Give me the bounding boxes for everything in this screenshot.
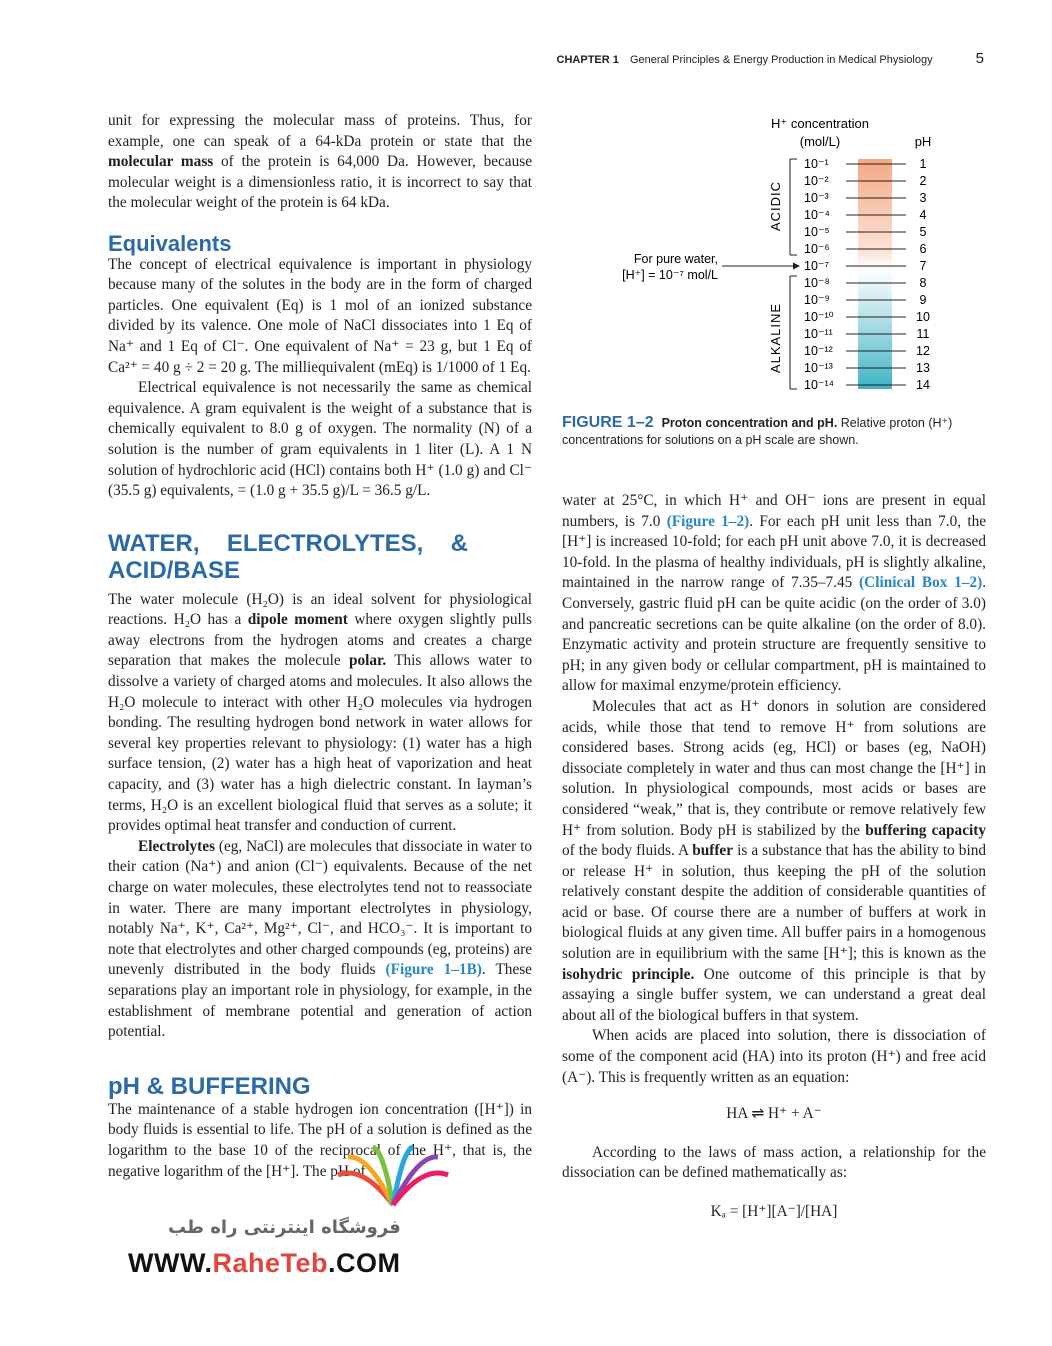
left-column [108,111,532,1182]
page-number: 5 [975,50,984,67]
ph-value-label: 7 [919,259,927,273]
ph-gradient-bar [858,159,892,389]
equation-dissociation: HA ⇌ H⁺ + A⁻ [726,1105,822,1123]
figure-link[interactable]: (Figure 1–2) [666,512,750,530]
ph-value-label: 4 [919,208,927,222]
paragraph: The maintenance of a stable hydrogen ion concentration ([H⁺]) in body fluids is essential to life. The pH of a solution is defined as the logarithm to the base 10 of the reciprocal of the H⁺, that is, the negative logarithm of the [H⁺]. The pH of [108,1100,532,1180]
concentration-label: 10⁻¹⁰ [804,310,834,324]
concentration-label: 10⁻¹⁴ [804,378,835,392]
alkaline-label: ALKALINE [768,302,783,374]
ph-value-label: 5 [919,225,927,239]
pure-water-value: [H⁺] = 10⁻⁷ mol/L [622,268,718,282]
chapter-label: CHAPTER 1 [556,54,619,66]
url-suffix: .COM [328,1248,401,1278]
ph-value-label: 8 [919,276,927,290]
paragraph [562,491,986,697]
url-prefix: WWW. [128,1248,213,1278]
url-brand: RaheTeb [212,1248,328,1278]
section-heading-water: WATER, ELECTROLYTES, & ACID/BASE [108,529,468,584]
ph-value-label: 1 [919,157,927,171]
clinical-box-link[interactable]: (Clinical Box 1–2) [859,574,983,592]
right-column [562,491,986,1223]
book-logo-icon [333,1145,453,1215]
ph-column-title: pH [914,134,932,149]
concentration-label: 10⁻⁵ [804,225,830,239]
concentration-label: 10⁻⁷ [804,259,830,273]
ph-value-label: 3 [919,191,927,205]
bold-term: molecular mass [108,153,214,171]
concentration-label: 10⁻¹³ [804,361,833,375]
concentration-label: 10⁻⁴ [804,208,830,222]
text: This allows water to dissolve a variety of charged atoms and molecules. It also allows the H₂O molecule to interact with other H₂O molecules via hydrogen bonding. The resulting hydrogen bond network in water allows for several key properties relevant to physiology: (1) water has a high surface tension, (2) water has a high heat of vaporization and heat capacity, and (3) water has a high dielectric constant. In layman’s terms, H₂O is an excellent biological fluid that serves as a solute; it provides optimal heat transfer and conduction of current. [108,652,532,835]
ph-value-label: 14 [916,378,930,392]
bold-term: dipole moment [247,611,348,629]
equation-ka: Kₐ = [H⁺][A⁻]/[HA] [710,1203,838,1220]
text: . For each pH unit less than 7.0, the [H⁺] is increased 10-fold; for each pH unit above 7.0, it is decreased 10-fold. In the plasma of healthy individuals, pH is slightly alkaline, maintained in the narrow range of 7.35–7.45 [562,512,987,592]
text: where oxygen slightly pulls away electrons from the hydrogen atoms and creates a charge separation that makes the molecule [108,611,533,670]
text: (eg, NaCl) are molecules that dissociate in water to their cation (Na⁺) and anion (Cl⁻) equivalents. Because of the net charge on water molecules, these electrolytes tend not to reassociate in water. There are many important electrolytes in physiology, notably Na⁺, K⁺, Ca²⁺, Mg²⁺, Cl⁻, and HCO₃⁻. It is important to note that electrolytes and other charged compounds (eg, proteins) are unevenly distributed in the body fluids [108,837,532,979]
paragraph: The concept of electrical equivalence is important in physiology because many of the solutes in the body are in the form of charged particles. One equivalent (Eq) is 1 mol of an ionized substance divided by its valence. One mole of NaCl dissociates into 1 Eq of Na⁺ and 1 Eq of Cl⁻. One equivalent of Na⁺ = 23 g, but 1 Eq of Ca²⁺ = 40 g ÷ 2 = 20 g. The milliequivalent (mEq) is 1/1000 of 1 Eq. [108,255,532,376]
watermark-logo [128,1145,458,1290]
text: One outcome of this principle is that by assaying a single buffer system, we can understand a great deal about all of the biological buffers in that system. [562,965,987,1024]
ph-scale-figure [600,112,980,404]
concentration-label: 10⁻¹ [804,157,829,171]
bold-term: buffering capacity [865,821,986,839]
paragraph [108,590,532,837]
text: The water molecule (H₂O) is an ideal solvent for physiological reactions. H₂O has a [108,590,532,629]
bold-term: polar. [348,652,387,670]
concentration-label: 10⁻² [804,174,829,188]
pure-water-label: For pure water, [633,252,718,266]
arrow-head-icon [793,263,800,270]
text: unit for expressing the molecular mass of proteins. Thus, for example, one can speak of a 64-kDa protein or state that the [108,112,532,150]
paragraph [562,697,986,1027]
concentration-label: 10⁻⁶ [804,242,830,256]
text: . Conversely, gastric fluid pH can be quite acidic (on the order of 3.0) and pancreatic secretions can be quite alkaline (on the order of 8.0). Enzymatic activity and protein structure are frequently sensitive to pH; in any given body or cellular compartment, pH is maintained to allow for maximal enzyme/protein efficiency. [562,574,987,695]
ph-value-label: 9 [919,293,927,307]
figure-title: Proton concentration and pH. [661,416,838,430]
bold-term: Electrolytes [138,837,216,855]
conc-column-unit: (mol/L) [799,134,841,149]
concentration-label: 10⁻⁹ [804,293,830,307]
concentration-label: 10⁻¹² [804,344,833,358]
ph-value-label: 6 [919,242,927,256]
watermark-persian-text: فروشگاه اینترنتی راه طب [168,1217,401,1238]
paragraph: When acids are placed into solution, there is dissociation of some of the component acid (HA) into its proton (H⁺) and free acid (A⁻). This is frequently written as an equation: [562,1027,986,1086]
concentration-label: 10⁻⁸ [804,276,830,290]
section-heading-ph: pH & BUFFERING [108,1072,311,1100]
acidic-label: ACIDIC [768,180,783,232]
paragraph [108,837,532,1043]
concentration-label: 10⁻³ [804,191,829,205]
figure-caption [562,414,982,449]
text: water at 25°C, in which H⁺ and OH⁻ ions are present in equal numbers, is 7.0 [562,492,986,530]
text: . These separations play an important role in physiology, for example, in the establishment of membrane potential and generation of action potential. [108,961,532,1041]
paragraph: According to the laws of mass action, a relationship for the dissociation can be defined mathematically as: [562,1143,986,1182]
bold-term: isohydric principle. [562,965,695,983]
bold-term: buffer [692,842,734,860]
ph-value-label: 2 [919,174,927,188]
chapter-title: General Principles & Energy Production in Medical Physiology [629,54,933,66]
running-header [557,50,984,67]
figure-link[interactable]: (Figure 1–1B) [385,961,482,979]
figure-number: FIGURE 1–2 [562,414,654,431]
ph-value-label: 11 [916,327,930,341]
ph-value-label: 13 [916,361,930,375]
paragraph: Electrical equivalence is not necessarily the same as chemical equivalence. A gram equivalent is the weight of a substance that is chemically equivalent to 8.0 g of oxygen. The normality (N) of a solution is the number of gram equivalents in 1 liter (L). A 1 N solution of hydrochloric acid (HCl) contains both H⁺ (1.0 g) and Cl⁻ (35.5 g) equivalents, = (1.0 g + 35.5 g)/L = 36.5 g/L. [108,379,532,500]
text: is a substance that has the ability to bind or release H⁺ in solution, thus keeping the pH of the solution relatively constant despite the addition of considerable quantities of acid or base. Of course there are a number of buffers at work in biological fluids at any given time. All buffer pairs in a homogenous solution are in equilibrium with the same [H⁺]; this is known as the [562,842,987,963]
watermark-url [128,1248,401,1279]
text: Molecules that act as H⁺ donors in solution are considered acids, while those that tend to remove H⁺ from solutions are considered bases. Strong acids (eg, HCl) or bases (eg, NaOH) dissociate completely in water and thus can most change the [H⁺] in solution. In physiological compounds, most acids or bases are considered “weak,” that is, they contribute or remove relatively few H⁺ from solution. Body pH is stabilized by the [562,697,986,839]
paragraph [108,111,532,214]
figure-caption-text: Relative proton (H⁺) concentrations for solutions on a pH scale are shown. [562,416,953,447]
ph-value-label: 12 [916,344,930,358]
text: of the body fluids. A [562,842,689,860]
text: of the protein is 64,000 Da. However, because molecular weight is a dimensionless ratio, it is incorrect to say that the molecular weight of the protein is 64 kDa. [108,153,532,212]
ph-value-label: 10 [916,310,930,324]
concentration-label: 10⁻¹¹ [804,327,833,341]
conc-column-title: H⁺ concentration [771,116,869,131]
section-heading-equivalents: Equivalents [108,230,232,256]
